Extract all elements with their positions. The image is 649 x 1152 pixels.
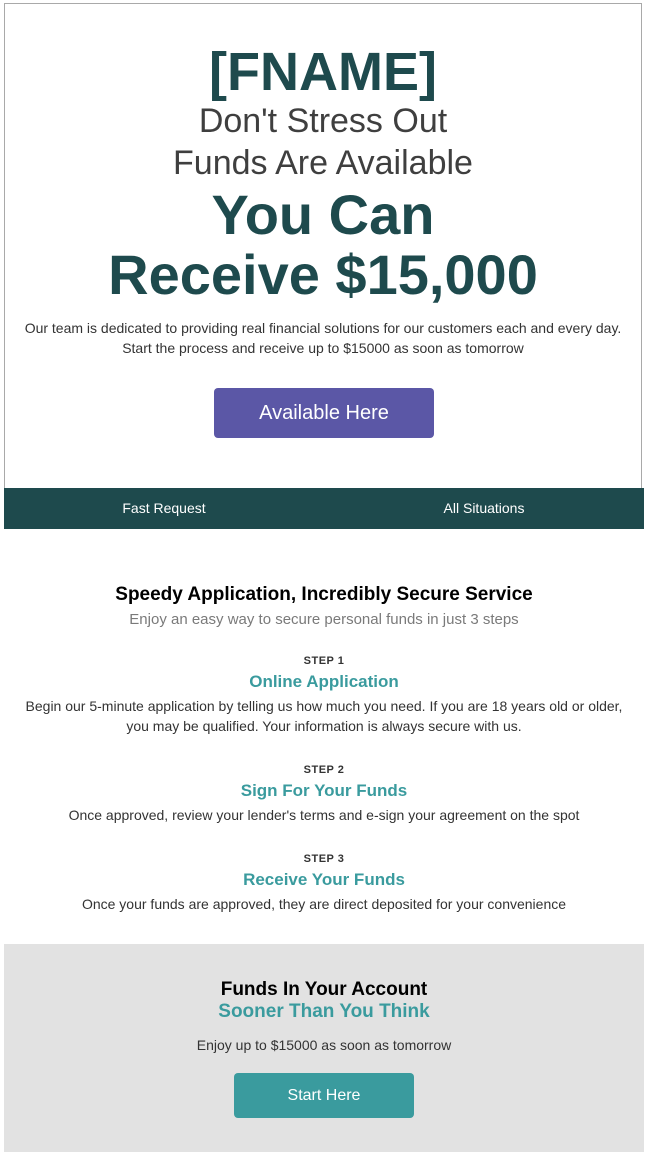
hero-section: [4, 3, 642, 488]
footer-text: Enjoy up to $15000 as soon as tomorrow: [196, 1037, 452, 1053]
feature-band: [4, 488, 644, 529]
footer-title: Funds In Your Account: [220, 979, 428, 1000]
hero-headline-2: Receive $15,000: [108, 243, 538, 306]
steps-section-title: Speedy Application, Incredibly Secure Service: [115, 584, 533, 605]
cta-footer: [4, 944, 644, 1152]
step-1-text-1: Begin our 5-minute application by telling us how much you need. If you are 18 years old or older,: [25, 698, 623, 714]
available-here-button[interactable]: Available Here: [214, 388, 434, 438]
hero-headline-1: You Can: [211, 183, 435, 246]
step-2-title: Sign For Your Funds: [240, 781, 408, 800]
step-1-text-2: you may be qualified. Your information is always secure with us.: [126, 718, 522, 734]
hero-line-2: Funds Are Available: [173, 144, 473, 182]
feature-all-situations: All Situations: [443, 500, 525, 516]
step-2-label: STEP 2: [303, 764, 345, 776]
hero-description-2: Start the process and receive up to $15000 as soon as tomorrow: [122, 340, 524, 356]
step-2-text: Once approved, review your lender's terms and e-sign your agreement on the spot: [68, 807, 580, 823]
step-3-text: Once your funds are approved, they are direct deposited for your convenience: [81, 896, 567, 912]
step-3-title: Receive Your Funds: [243, 870, 405, 889]
footer-subtitle: Sooner Than You Think: [218, 1001, 430, 1022]
step-1-title: Online Application: [249, 672, 399, 691]
feature-fast-request: Fast Request: [122, 500, 206, 516]
hero-line-1: Don't Stress Out: [198, 102, 448, 140]
recipient-name-placeholder: [FNAME]: [209, 42, 437, 102]
start-here-button[interactable]: Start Here: [234, 1073, 414, 1118]
step-1-label: STEP 1: [303, 655, 345, 667]
hero-description-1: Our team is dedicated to providing real financial solutions for our customers each and every day.: [24, 320, 622, 336]
step-3-label: STEP 3: [303, 853, 345, 865]
steps-section-subtitle: Enjoy an easy way to secure personal funds in just 3 steps: [129, 611, 519, 628]
